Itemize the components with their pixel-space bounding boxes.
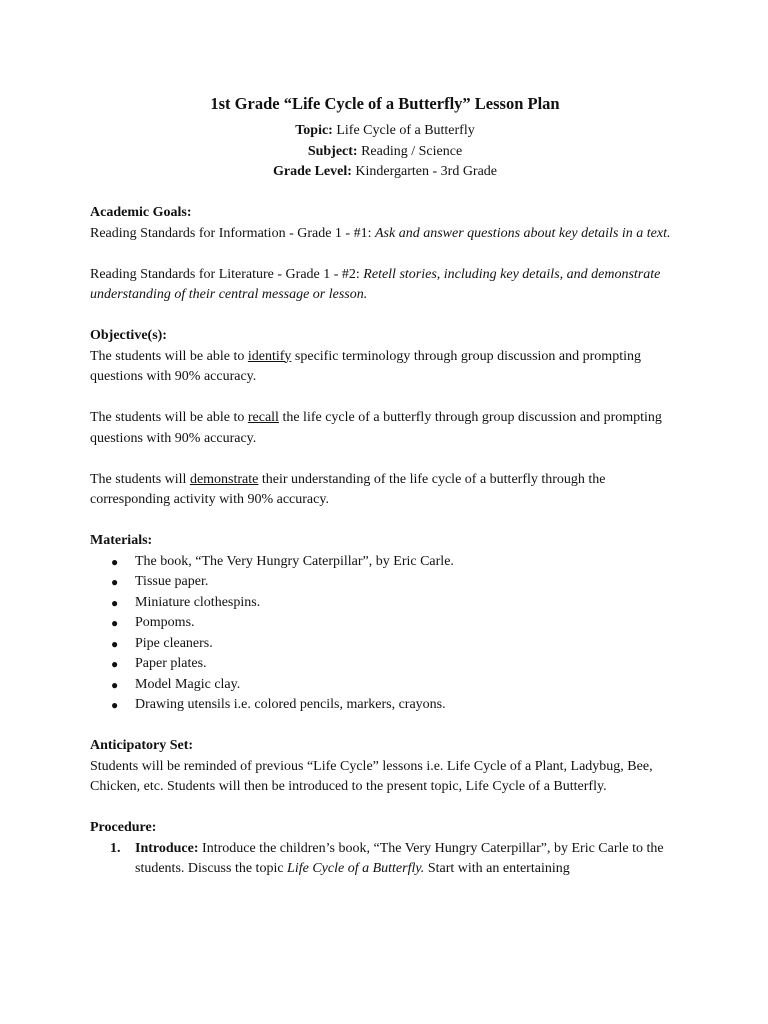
document-body bbox=[90, 93, 680, 880]
objective-2-end: the life cycle of a butterfly through group discussion and prompting questions with 90% accuracy. bbox=[90, 410, 662, 446]
spacer bbox=[90, 388, 680, 409]
step-topic: Life Cycle of a Butterfly. bbox=[287, 861, 425, 876]
step-number: 1. bbox=[110, 840, 121, 856]
subject-label: Subject: bbox=[307, 143, 358, 159]
anticipatory-text: Students will be reminded of previous “Life Cycle” lessons i.e. Life Cycle of a Plant, Ladybug, Bee, Chicken, etc. Students will then be introduced to the present topic, Life Cycle of a Butterfly. bbox=[90, 758, 653, 794]
list-item bbox=[110, 593, 680, 614]
grade-line bbox=[90, 162, 680, 183]
materials-list bbox=[90, 552, 680, 716]
goal-1-prefix: Reading Standards for Information - Grade 1 - #1: bbox=[90, 225, 375, 241]
bullet-icon: ● bbox=[111, 698, 119, 712]
step-text-end: Start with an entertaining bbox=[424, 861, 570, 876]
objective-2 bbox=[90, 408, 680, 449]
bullet-icon: ● bbox=[111, 616, 119, 630]
spacer bbox=[90, 244, 680, 265]
objective-1-start: The students will be able to bbox=[90, 348, 248, 364]
list-item bbox=[110, 839, 680, 880]
academic-goal-1 bbox=[90, 224, 680, 245]
procedure-heading: Procedure: bbox=[90, 820, 157, 835]
objective-3 bbox=[90, 470, 680, 511]
objectives-heading: Objective(s): bbox=[90, 328, 167, 343]
goal-2-standard: Retell stories, including key details, and demonstrate understanding of their central message or lesson. bbox=[90, 266, 661, 302]
material-text: The book, “The Very Hungry Caterpillar”, by Eric Carle. bbox=[135, 553, 454, 569]
material-text: Drawing utensils i.e. colored pencils, markers, crayons. bbox=[135, 697, 446, 712]
procedure-list bbox=[90, 839, 680, 880]
list-item bbox=[110, 613, 680, 634]
spacer bbox=[90, 511, 680, 532]
objective-1-verb: identify bbox=[247, 348, 292, 364]
material-text: Paper plates. bbox=[135, 656, 207, 671]
grade-label: Grade Level: bbox=[272, 164, 352, 179]
topic-line bbox=[90, 121, 680, 142]
list-item bbox=[110, 572, 680, 593]
anticipatory-heading: Anticipatory Set: bbox=[90, 738, 194, 753]
objective-3-end: their understanding of the life cycle of a butterfly through the corresponding activity with 90% accuracy. bbox=[90, 471, 606, 507]
material-text: Tissue paper. bbox=[135, 574, 209, 589]
page-title: 1st Grade “Life Cycle of a Butterfly” Lesson Plan bbox=[210, 94, 560, 113]
bullet-icon: ● bbox=[111, 636, 119, 651]
material-text: Miniature clothespins. bbox=[135, 594, 261, 610]
spacer bbox=[90, 449, 680, 470]
objective-3-verb: demonstrate bbox=[189, 471, 259, 487]
bullet-icon: ● bbox=[111, 575, 119, 589]
academic-goals-heading: Academic Goals: bbox=[90, 205, 192, 220]
topic-label: Topic: bbox=[295, 123, 333, 138]
list-item bbox=[110, 654, 680, 675]
list-item bbox=[110, 675, 680, 696]
subject-line bbox=[90, 142, 680, 163]
spacer bbox=[90, 183, 680, 204]
spacer bbox=[90, 716, 680, 737]
bullet-icon: ● bbox=[111, 677, 119, 692]
material-text: Pompoms. bbox=[135, 615, 195, 630]
goal-2-prefix: Reading Standards for Literature - Grade 1 - #2: bbox=[90, 266, 364, 282]
bullet-icon: ● bbox=[111, 554, 119, 569]
step-text: Introduce the children’s book, “The Very Hungry Caterpillar”, by Eric Carle to the students. Discuss the topic bbox=[135, 840, 664, 876]
spacer bbox=[90, 306, 680, 327]
spacer bbox=[90, 798, 680, 819]
topic-value: Life Cycle of a Butterfly bbox=[332, 123, 475, 138]
step-label: Introduce: bbox=[135, 840, 199, 856]
objective-2-start: The students will be able to bbox=[90, 410, 248, 425]
materials-heading: Materials: bbox=[90, 533, 153, 548]
grade-value: Kindergarten - 3rd Grade bbox=[351, 164, 498, 179]
list-item bbox=[110, 695, 680, 716]
bullet-icon: ● bbox=[111, 595, 119, 610]
objective-1 bbox=[90, 347, 680, 388]
subject-value: Reading / Science bbox=[357, 143, 463, 159]
goal-1-standard: Ask and answer questions about key details in a text. bbox=[374, 225, 671, 241]
objective-2-verb: recall bbox=[247, 410, 279, 425]
list-item bbox=[110, 634, 680, 655]
material-text: Model Magic clay. bbox=[135, 676, 241, 692]
academic-goal-2 bbox=[90, 265, 680, 306]
list-item bbox=[110, 552, 680, 573]
objective-1-end: specific terminology through group discussion and prompting questions with 90% accuracy. bbox=[90, 348, 641, 384]
objective-3-start: The students will bbox=[90, 471, 190, 487]
bullet-icon: ● bbox=[111, 657, 119, 671]
material-text: Pipe cleaners. bbox=[135, 635, 213, 651]
